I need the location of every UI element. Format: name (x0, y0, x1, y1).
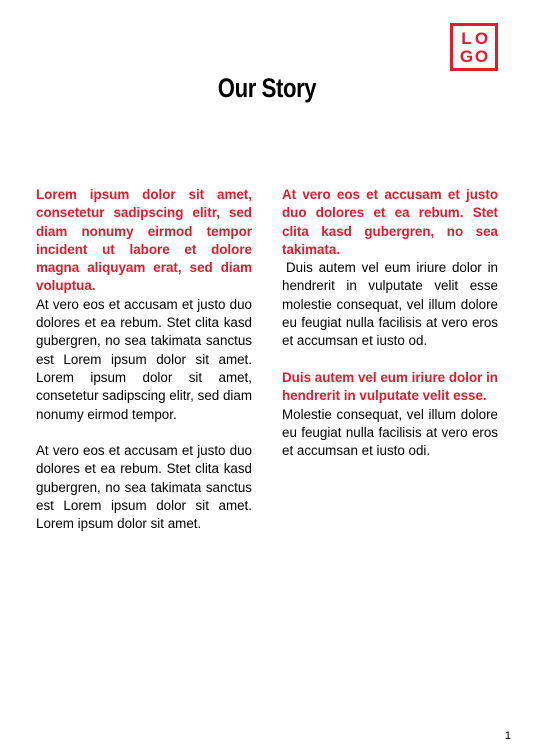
logo-letter: O (474, 28, 489, 48)
left-column (36, 186, 252, 534)
right-highlight-paragraph-2: Duis autem vel eum iriure dolor in hendrerit in vulputate velit esse. (282, 369, 498, 404)
paragraph-spacer (36, 424, 252, 442)
right-body-paragraph-2: Molestie consequat, vel illum dolore eu feugiat nulla facilisis at vero eros et accumsan et iusto odi. (282, 406, 498, 459)
right-column (282, 186, 498, 460)
left-body-paragraph-2: At vero eos et accusam et justo duo dolores et ea rebum. Stet clita kasd gubergren, no sea takimata sanctus est Lorem ipsum dolor sit amet. Lorem ipsum dolor sit amet. (36, 443, 252, 532)
logo-letter: L (461, 28, 472, 48)
logo (450, 23, 498, 71)
paragraph-spacer (282, 351, 498, 369)
right-body-paragraph-1: Duis autem vel eum iriure dolor in hendrerit in vulputate velit esse molestie consequat, vel illum dolore eu feugiat nulla facilisis at vero eros et accumsan et iusto od. (282, 260, 498, 349)
page-title: Our Story (217, 73, 317, 103)
page-number: 1 (504, 730, 511, 742)
logo-letter: G (459, 46, 474, 66)
logo-letter: O (474, 46, 489, 66)
right-highlight-paragraph-1: At vero eos et accusam et justo duo dolores et ea rebum. Stet clita kasd gubergren, no sea takimata. (282, 187, 498, 257)
left-body-paragraph-1: At vero eos et accusam et justo duo dolores et ea rebum. Stet clita kasd gubergren, no sea takimata sanctus est Lorem ipsum dolor sit amet. Lorem ipsum dolor sit amet, consetetur sadipscing elitr, sed diam nonumy eirmod tempor. (36, 296, 252, 422)
left-highlight-paragraph: Lorem ipsum dolor sit amet, consetetur sadipscing elitr, sed diam nonumy eirmod tempor incident ut labore et dolore magna aliquyam erat, sed diam voluptua. (36, 187, 252, 294)
